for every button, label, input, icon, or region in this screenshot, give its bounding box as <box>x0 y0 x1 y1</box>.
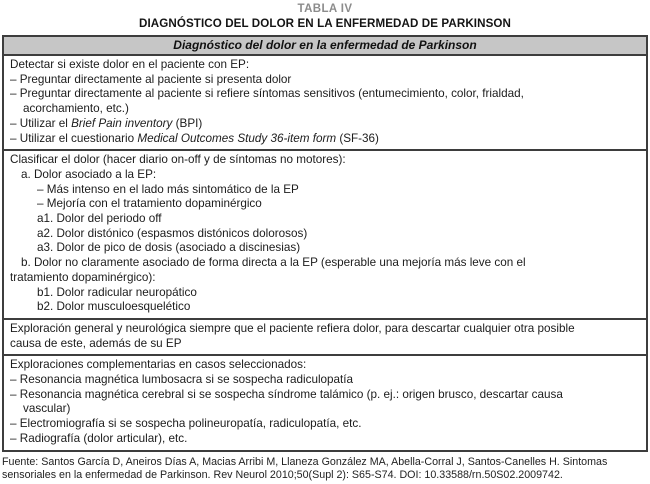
text: a2. Dolor distónico (espasmos distónicos dolorosos) <box>37 226 308 240</box>
text: Detectar si existe dolor en el paciente con EP: <box>10 58 250 71</box>
text: – Preguntar directamente al paciente si refiere síntomas sensitivos (entumecimiento, color, frialdad, <box>10 87 524 101</box>
text: a3. Dolor de pico de dosis (asociado a discinesias) <box>37 241 301 255</box>
diagnosis-table <box>2 35 648 452</box>
table-line <box>10 271 640 286</box>
table-line <box>10 337 640 352</box>
text: (BPI) <box>172 116 203 130</box>
text: – Resonancia magnética lumbosacra si se sospecha radiculopatía <box>10 373 354 387</box>
table-row <box>4 320 646 356</box>
italic-text: Medical Outcomes Study 36-item form <box>137 131 337 145</box>
table-line <box>10 102 640 117</box>
table-body <box>4 56 646 450</box>
table-line <box>10 168 640 183</box>
table-line <box>10 153 640 168</box>
text: – Utilizar el cuestionario <box>10 131 138 145</box>
page-title: DIAGNÓSTICO DEL DOLOR EN LA ENFERMEDAD DE PARKINSON <box>138 17 512 30</box>
table-line <box>10 417 640 432</box>
text: b2. Dolor musculoesquelético <box>37 300 191 314</box>
table-line <box>10 87 640 102</box>
text: – Preguntar directamente al paciente si presenta dolor <box>10 72 292 86</box>
source-line-2: sensoriales en la enfermedad de Parkinson. Rev Neurol 2010;50(Supl 2): S65-S74. DOI: 10.33588/rn.50S02.2009742. <box>2 468 563 481</box>
table-line <box>10 373 640 388</box>
text: b1. Dolor radicular neuropático <box>37 285 197 299</box>
table-line <box>10 227 640 242</box>
table-line <box>10 73 640 88</box>
text: Exploración general y neurológica siempre que el paciente refiera dolor, para descartar cualquier otra posible <box>10 321 575 335</box>
table-row <box>4 56 646 151</box>
text: a1. Dolor del periodo off <box>37 212 162 226</box>
table-line <box>10 132 640 147</box>
table-line <box>10 256 640 271</box>
text: a. Dolor asociado a la EP: <box>21 167 157 181</box>
text: – Utilizar el <box>10 116 72 130</box>
table-header: Diagnóstico del dolor en la enfermedad de Parkinson <box>4 37 646 56</box>
table-line <box>10 197 640 212</box>
table-line <box>10 212 640 227</box>
table-line <box>10 402 640 417</box>
text: (SF-36) <box>336 131 379 145</box>
table-number: TABLA IV <box>297 3 353 15</box>
text: vascular) <box>23 402 71 416</box>
text: – Más intenso en el lado más sintomático de la EP <box>37 182 299 196</box>
table-line <box>10 432 640 447</box>
table-line <box>10 117 640 132</box>
source-note <box>2 456 648 482</box>
table-line <box>10 388 640 403</box>
table-line <box>10 183 640 198</box>
text: – Mejoría con el tratamiento dopaminérgico <box>37 197 262 211</box>
source-line-1: Fuente: Santos García D, Aneiros Días A, Macias Arribi M, Llaneza González MA, Abella-Corral J, Santos-Canelles H. Sintomas <box>2 455 608 468</box>
table-line <box>10 322 640 337</box>
text: b. Dolor no claramente asociado de forma directa a la EP (esperable una mejoría más leve con el <box>21 256 526 270</box>
text: Clasificar el dolor (hacer diario on-off y de síntomas no motores): <box>10 153 346 167</box>
text: – Resonancia magnética cerebral si se sospecha síndrome talámico (p. ej.: origen brusco, descartar causa <box>10 387 563 401</box>
table-line <box>10 241 640 256</box>
table-line <box>10 358 640 373</box>
table-line <box>10 58 640 73</box>
table-line <box>10 286 640 301</box>
text: – Radiografía (dolor articular), etc. <box>10 431 188 445</box>
text: causa de este, además de su EP <box>10 336 182 350</box>
text: acorchamiento, etc.) <box>23 102 129 116</box>
text: tratamiento dopaminérgico): <box>10 270 156 284</box>
table-line <box>10 300 640 315</box>
table-row <box>4 151 646 320</box>
table-row <box>4 356 646 449</box>
text: Exploraciones complementarias en casos seleccionados: <box>10 358 307 372</box>
text: – Electromiografía si se sospecha polineuropatía, radiculopatía, etc. <box>10 417 362 431</box>
italic-text: Brief Pain inventory <box>71 116 173 130</box>
